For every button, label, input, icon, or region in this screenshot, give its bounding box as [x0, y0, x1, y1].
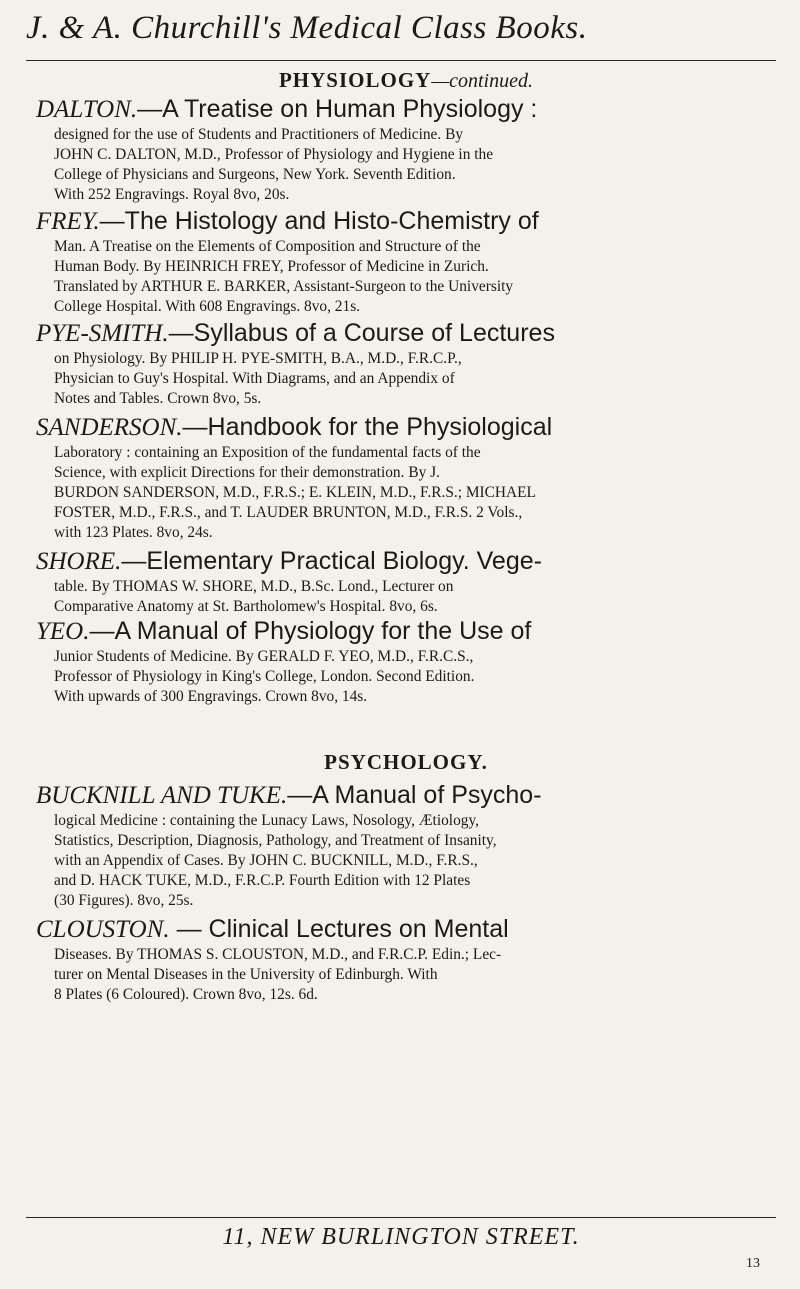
entry-description	[36, 945, 758, 1005]
entry-description	[36, 125, 758, 205]
entry-line: BURDON SANDERSON, M.D., F.R.S.; E. KLEIN, M.D., F.R.S.; MICHAEL	[54, 484, 536, 501]
entry-line: Physician to Guy's Hospital. With Diagrams, and an Appendix of	[54, 370, 455, 387]
entry-description	[36, 647, 758, 707]
book-entry-shore	[36, 546, 758, 617]
entry-title: —Elementary Practical Biology. Vege-	[121, 547, 542, 575]
entry-author: DALTON.	[36, 96, 138, 123]
entry-author: PYE-SMITH.	[36, 320, 169, 347]
entry-line: table. By THOMAS W. SHORE, M.D., B.Sc. Lond., Lecturer on	[54, 578, 454, 595]
entry-line: turer on Mental Diseases in the University of Edinburgh. With	[54, 966, 438, 983]
entry-author: SANDERSON.	[36, 414, 183, 441]
section-label: PSYCHOLOGY.	[324, 750, 488, 774]
entry-line: Translated by ARTHUR E. BARKER, Assistant-Surgeon to the University	[54, 278, 514, 295]
section-heading-physiology	[36, 68, 776, 93]
entry-line: Diseases. By THOMAS S. CLOUSTON, M.D., and F.R.C.P. Edin.; Lec-	[54, 946, 502, 963]
entry-title: —A Manual of Physiology for the Use of	[89, 617, 532, 645]
entry-title: —Handbook for the Physiological	[182, 413, 553, 441]
entry-heading	[36, 914, 758, 945]
entry-line: (30 Figures). 8vo, 25s.	[54, 892, 194, 909]
entry-line: With upwards of 300 Engravings. Crown 8vo, 14s.	[54, 688, 368, 705]
entry-description	[36, 443, 758, 543]
entry-line: on Physiology. By PHILIP H. PYE-SMITH, B.A., M.D., F.R.C.P.,	[54, 350, 462, 367]
entry-line: With 252 Engravings. Royal 8vo, 20s.	[54, 186, 290, 203]
entry-line: FOSTER, M.D., F.R.S., and T. LAUDER BRUNTON, M.D., F.R.S. 2 Vols.,	[54, 504, 523, 521]
book-entry-dalton	[36, 94, 758, 205]
entry-line: logical Medicine : containing the Lunacy Laws, Nosology, Ætiology,	[54, 812, 480, 829]
entry-heading	[36, 546, 758, 577]
entry-description	[36, 577, 758, 617]
page-number: 13	[746, 1256, 760, 1271]
entry-line: Notes and Tables. Crown 8vo, 5s.	[54, 390, 262, 407]
entry-line: Science, with explicit Directions for their demonstration. By J.	[54, 464, 440, 481]
entry-description	[36, 237, 758, 317]
entry-heading	[36, 206, 758, 237]
entry-heading	[36, 412, 758, 443]
section-continued: —continued.	[431, 70, 533, 92]
section-label: PHYSIOLOGY	[278, 68, 432, 92]
entry-title: — Clinical Lectures on Mental	[169, 915, 509, 943]
entry-line: Comparative Anatomy at St. Bartholomew's Hospital. 8vo, 6s.	[54, 598, 438, 615]
entry-line: College Hospital. With 608 Engravings. 8vo, 21s.	[54, 298, 361, 315]
entry-author: FREY.	[36, 208, 100, 235]
entry-line: Laboratory : containing an Exposition of the fundamental facts of the	[54, 444, 481, 461]
book-entry-clouston	[36, 914, 758, 1005]
entry-line: JOHN C. DALTON, M.D., Professor of Physiology and Hygiene in the	[54, 146, 494, 163]
book-entry-bucknill-tuke	[36, 780, 758, 911]
entry-line: Professor of Physiology in King's College, London. Second Edition.	[54, 668, 475, 685]
book-entry-pye-smith	[36, 318, 758, 409]
entry-line: Junior Students of Medicine. By GERALD F. YEO, M.D., F.R.C.S.,	[54, 648, 474, 665]
entry-author: SHORE.	[36, 548, 122, 575]
entry-description	[36, 811, 758, 911]
entry-heading	[36, 318, 758, 349]
book-entry-frey	[36, 206, 758, 317]
entry-line: designed for the use of Students and Practitioners of Medicine. By	[54, 126, 464, 143]
entry-line: Man. A Treatise on the Elements of Composition and Structure of the	[54, 238, 481, 255]
entry-line: and D. HACK TUKE, M.D., F.R.C.P. Fourth Edition with 12 Plates	[54, 872, 471, 889]
entry-line: Statistics, Description, Diagnosis, Pathology, and Treatment of Insanity,	[54, 832, 497, 849]
entry-description	[36, 349, 758, 409]
book-entry-sanderson	[36, 412, 758, 543]
entry-line: College of Physicians and Surgeons, New York. Seventh Edition.	[54, 166, 456, 183]
entry-title: —A Treatise on Human Physiology :	[137, 95, 538, 123]
entry-heading	[36, 616, 758, 647]
entry-title: —A Manual of Psycho-	[287, 781, 542, 809]
entry-author: YEO.	[36, 618, 90, 645]
entry-line: with 123 Plates. 8vo, 24s.	[54, 524, 213, 541]
entry-line: with an Appendix of Cases. By JOHN C. BUCKNILL, M.D., F.R.S.,	[54, 852, 478, 869]
entry-title: —Syllabus of a Course of Lectures	[168, 319, 555, 347]
section-heading-psychology	[36, 750, 776, 775]
header-rule	[26, 60, 776, 61]
entry-line: Human Body. By HEINRICH FREY, Professor of Medicine in Zurich.	[54, 258, 489, 275]
publisher-address: 11, NEW BURLINGTON STREET.	[222, 1224, 580, 1250]
entry-author: CLOUSTON.	[36, 916, 170, 943]
entry-title: —The Histology and Histo-Chemistry of	[99, 207, 539, 235]
entry-heading	[36, 94, 758, 125]
entry-author: BUCKNILL AND TUKE.	[36, 782, 288, 809]
entry-heading	[36, 780, 758, 811]
footer-rule	[26, 1217, 776, 1218]
publisher-heading: J. & A. Churchill's Medical Class Books.	[26, 10, 588, 46]
entry-line: 8 Plates (6 Coloured). Crown 8vo, 12s. 6d.	[54, 986, 318, 1003]
book-entry-yeo	[36, 616, 758, 707]
